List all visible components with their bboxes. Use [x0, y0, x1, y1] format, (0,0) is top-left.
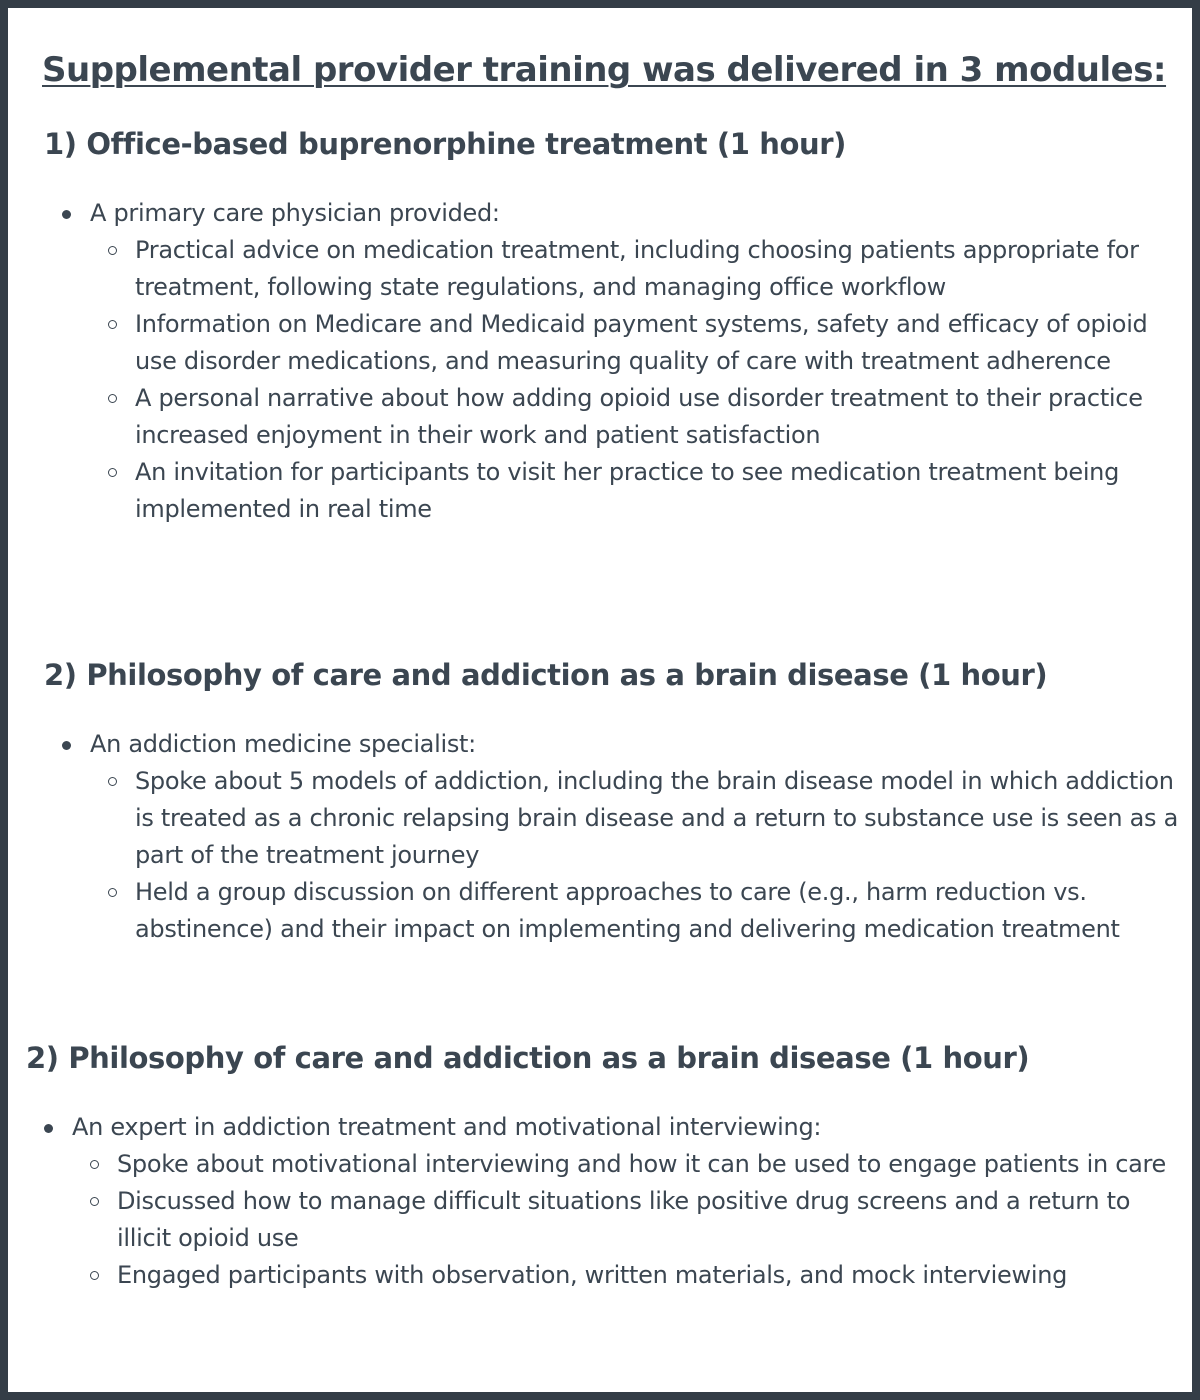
point-item [90, 454, 1192, 528]
module-heading: 2) Philosophy of care and addiction as a brain disease (1 hour) [44, 658, 1048, 692]
point-item [90, 874, 1192, 948]
point-text: Engaged participants with observation, written materials, and mock interviewing [117, 1261, 1068, 1289]
bullet-circle-icon [90, 1160, 99, 1169]
bullet-disc-icon [44, 1124, 53, 1133]
point-item [72, 1257, 1176, 1294]
points-list [90, 763, 1192, 948]
point-text: Discussed how to manage difficult situations like positive drug screens and a return to illicit opioid use [117, 1187, 1131, 1252]
bullet-circle-icon [108, 468, 117, 477]
page-title: Supplemental provider training was delivered in 3 modules: [42, 50, 1167, 90]
presenter-item [26, 1109, 1176, 1294]
point-text: A personal narrative about how adding opioid use disorder treatment to their practice increased enjoyment in their work and patient satisfaction [135, 384, 1143, 449]
bullet-circle-icon [108, 246, 117, 255]
module-3 [26, 1038, 1176, 1294]
bullet-disc-icon [62, 741, 71, 750]
presenter-list [44, 195, 1192, 528]
bullet-circle-icon [108, 320, 117, 329]
presenter-item [44, 726, 1192, 948]
module-1 [44, 124, 1192, 528]
presenter-list [26, 1109, 1176, 1294]
bullet-disc-icon [62, 210, 71, 219]
point-item [90, 232, 1192, 306]
content-panel [8, 8, 1192, 1392]
point-text: Held a group discussion on different approaches to care (e.g., harm reduction vs. abstinence) and their impact on implementing and delivering medication treatment [135, 878, 1120, 943]
presenter-label: An expert in addiction treatment and motivational interviewing: [72, 1113, 822, 1141]
presenter-list [44, 726, 1192, 948]
point-text: Spoke about 5 models of addiction, including the brain disease model in which addiction is treated as a chronic relapsing brain disease and a return to substance use is seen as a part of the treatment journey [135, 767, 1178, 869]
bullet-circle-icon [108, 394, 117, 403]
presenter-label: An addiction medicine specialist: [90, 730, 476, 758]
bullet-circle-icon [90, 1197, 99, 1206]
bullet-circle-icon [108, 888, 117, 897]
point-text: An invitation for participants to visit her practice to see medication treatment being implemented in real time [135, 458, 1120, 523]
points-list [90, 232, 1192, 528]
presenter-label: A primary care physician provided: [90, 199, 500, 227]
bullet-circle-icon [90, 1271, 99, 1280]
module-heading: 2) Philosophy of care and addiction as a brain disease (1 hour) [26, 1041, 1030, 1075]
point-text: Information on Medicare and Medicaid payment systems, safety and efficacy of opioid use disorder medications, and measuring quality of care with treatment adherence [135, 310, 1148, 375]
point-text: Spoke about motivational interviewing and how it can be used to engage patients in care [117, 1150, 1167, 1178]
point-item [90, 306, 1192, 380]
point-item [72, 1183, 1176, 1257]
point-text: Practical advice on medication treatment, including choosing patients appropriate for treatment, following state regulations, and managing office workflow [135, 236, 1139, 301]
presenter-item [44, 195, 1192, 528]
bullet-circle-icon [108, 777, 117, 786]
module-heading: 1) Office-based buprenorphine treatment (1 hour) [44, 127, 846, 161]
point-item [90, 380, 1192, 454]
point-item [90, 763, 1192, 874]
point-item [72, 1146, 1176, 1183]
module-2 [44, 655, 1192, 948]
points-list [72, 1146, 1176, 1294]
